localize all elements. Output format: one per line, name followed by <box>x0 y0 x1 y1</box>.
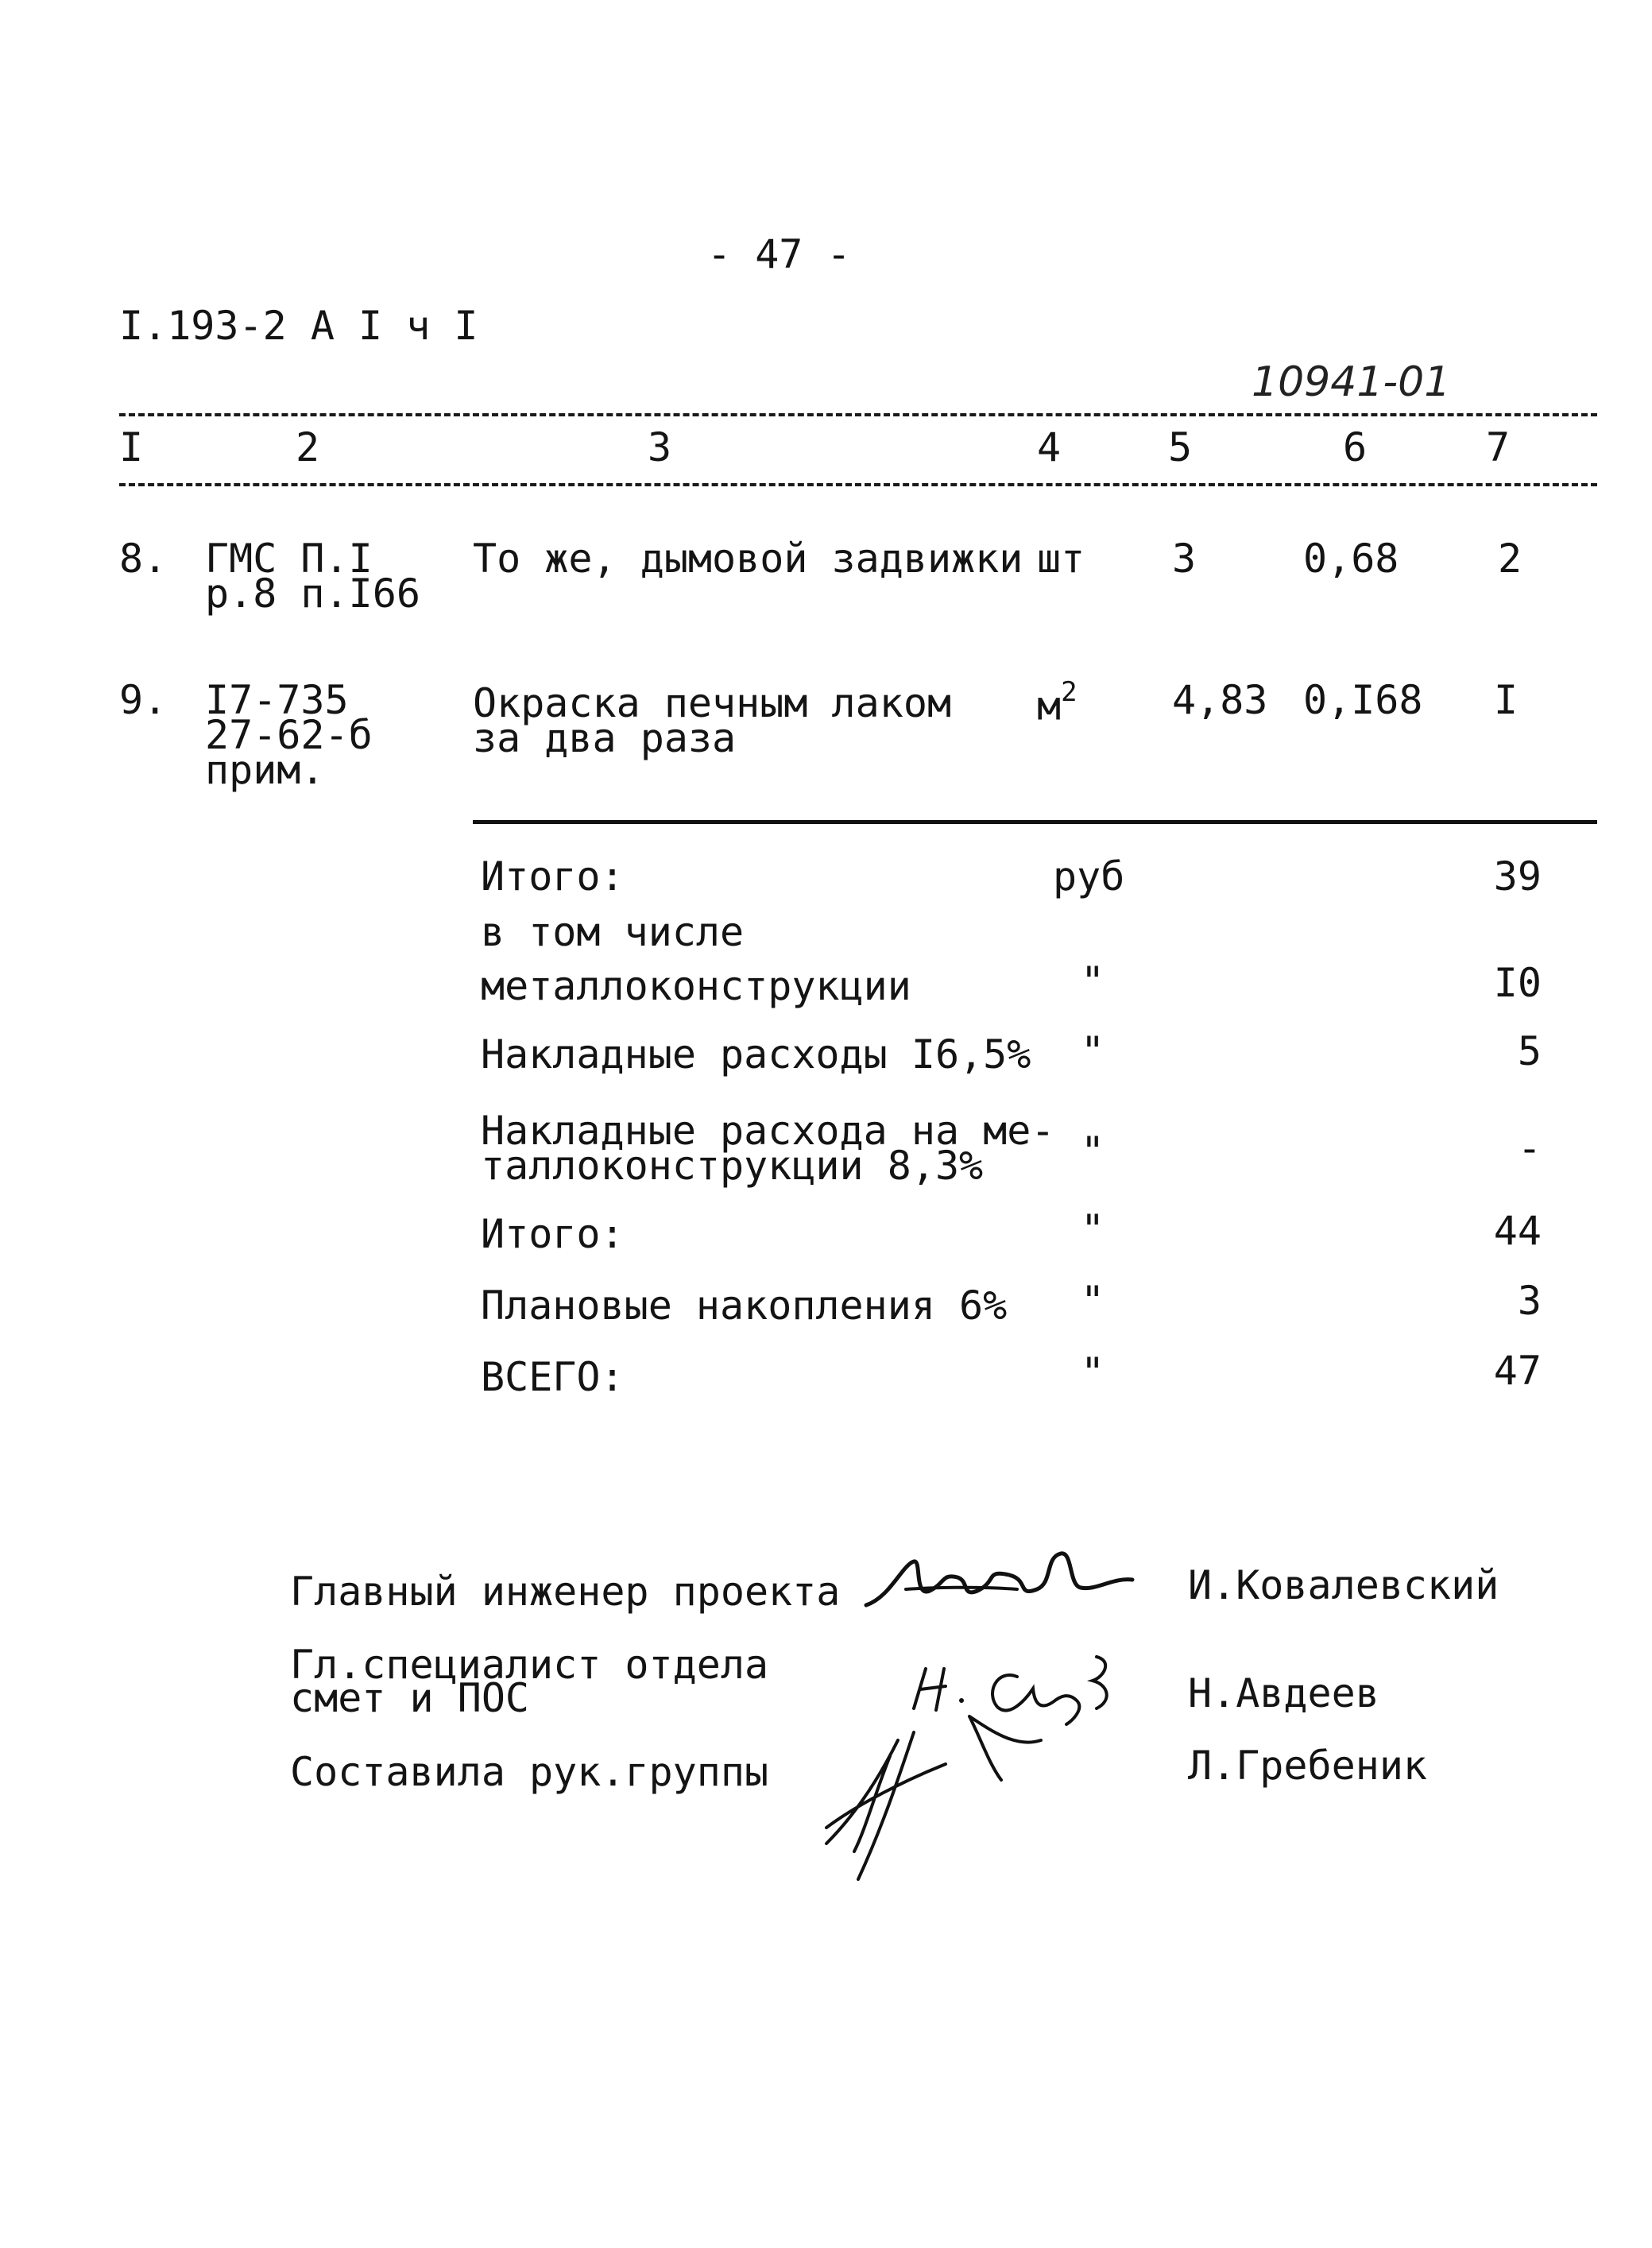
row-code-line: прим. <box>205 747 325 793</box>
signer-name: И.Ковалевский <box>1188 1562 1499 1608</box>
summary-label: металлоконструкции <box>481 963 911 1009</box>
summary-value: 44 <box>1493 1208 1542 1254</box>
summary-unit: " <box>1081 1278 1105 1324</box>
summary-value: 47 <box>1493 1348 1542 1394</box>
summary-value: I0 <box>1493 960 1542 1006</box>
summary-unit: " <box>1081 1206 1105 1252</box>
summary-unit: " <box>1081 958 1105 1004</box>
page-number: - 47 - <box>707 231 851 277</box>
summary-value: 5 <box>1517 1028 1542 1074</box>
column-number-1: I <box>119 424 144 470</box>
summary-unit: " <box>1081 1128 1105 1174</box>
summary-label: Накладные расхода на ме- <box>481 1108 1055 1154</box>
summary-value: 39 <box>1493 853 1542 900</box>
column-number-5: 5 <box>1168 424 1193 470</box>
header-bottom-rule <box>119 483 1597 486</box>
column-number-4: 4 <box>1037 424 1062 470</box>
signer-name: Л.Гребеник <box>1188 1743 1428 1789</box>
column-number-2: 2 <box>296 424 320 470</box>
header-top-rule <box>119 413 1597 416</box>
summary-unit: " <box>1081 1028 1105 1074</box>
row-quantity: 4,83 <box>1172 677 1268 723</box>
summary-label: Итого: <box>481 853 625 900</box>
row-description: за два раза <box>473 715 737 761</box>
signer-role: смет и ПОС <box>290 1675 530 1721</box>
summary-rule <box>473 820 1597 824</box>
row-description: Окраска печным лаком <box>473 680 952 726</box>
row-unit: шт <box>1037 536 1085 582</box>
summary-label: Итого: <box>481 1211 625 1257</box>
row-unit-exponent: 2 <box>1061 676 1077 708</box>
summary-label: Накладные расходы I6,5% <box>481 1031 1031 1078</box>
summary-unit: " <box>1081 1349 1105 1395</box>
row-total: 2 <box>1498 536 1522 582</box>
signature-kovalevsky <box>858 1542 1144 1621</box>
signer-role: Гл.специалист отдела <box>290 1642 769 1688</box>
column-number-3: 3 <box>648 424 672 470</box>
row-total: I <box>1494 677 1519 723</box>
row-code-line: р.8 п.I66 <box>205 571 420 617</box>
summary-value: - <box>1517 1125 1542 1171</box>
column-number-7: 7 <box>1486 424 1511 470</box>
row-quantity: 3 <box>1172 536 1197 582</box>
row-unit <box>1037 676 1077 729</box>
signer-role: Главный инженер проекта <box>290 1569 841 1615</box>
row-unit-base: м <box>1037 683 1062 729</box>
summary-label: ВСЕГО: <box>481 1354 625 1400</box>
row-price: 0,I68 <box>1303 677 1423 723</box>
row-price: 0,68 <box>1303 536 1399 582</box>
signer-role: Составила рук.группы <box>290 1749 769 1795</box>
row-code-line: I7-735 <box>205 677 349 723</box>
summary-label: Плановые накопления 6% <box>481 1283 1008 1329</box>
row-description: То же, дымовой задвижки <box>473 536 1023 582</box>
summary-value: 3 <box>1517 1278 1542 1324</box>
row-code-line: 27-62-б <box>205 712 373 758</box>
signature-grebenik <box>811 1708 1057 1883</box>
row-number: 8. <box>119 536 168 582</box>
signer-name: Н.Авдеев <box>1188 1670 1379 1716</box>
row-code-line: ГМС П.I <box>205 536 373 582</box>
row-number: 9. <box>119 677 168 723</box>
summary-unit: руб <box>1053 853 1125 900</box>
handwritten-number: 10941-01 <box>1252 358 1451 406</box>
summary-label: таллоконструкции 8,3% <box>481 1143 984 1189</box>
column-number-6: 6 <box>1343 424 1368 470</box>
document-code: I.193-2 А I ч I <box>119 303 478 349</box>
summary-label: в том числе <box>481 909 745 955</box>
